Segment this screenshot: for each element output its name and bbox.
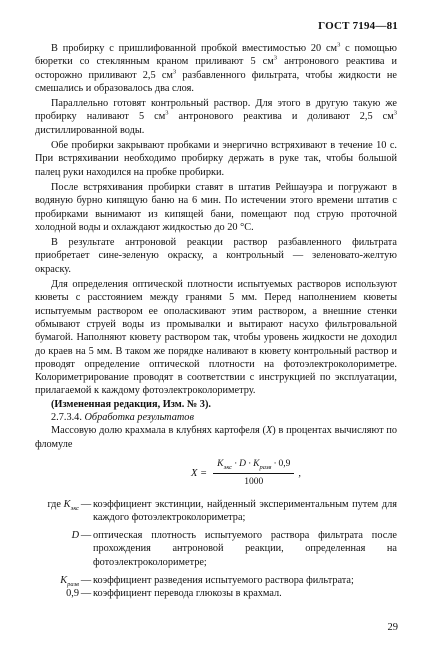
definition-k-razv: $K_{разв}$ — коэффициент разведения испытуемого раствора фильтрата;: [60, 574, 354, 589]
definitions-list: [35, 498, 397, 601]
definition-coef: 0,9 — коэффициент перевода глюкозы в крахмал.: [66, 588, 282, 600]
formula-fraction: [213, 458, 294, 490]
formula-lhs: X =: [191, 468, 208, 480]
paragraph-5: В результате антроновой реакции раствор разбавленного фильтрата приобретает сине-зеленую окраску, а контрольный — зеленовато-желтую окраску.: [35, 237, 397, 275]
paragraph-7: Массовую долю крахмала в клубнях картофеля (X) в процентах вычисляют по фломуле: [35, 425, 398, 450]
standard-header: ГОСТ 7194—81: [318, 20, 398, 32]
definition-k-exc: где $K_{экс}$ — коэффициент экстинции, найденный экспериментальным путем для каждого фотоэлектроколориметра;: [47, 498, 397, 523]
paragraph-2: Параллельно готовят контрольный раствор. Для этого в другую такую же пробирку наливают 5 $см^3$ антронового реактива и доливают 2,5 $см^3$ дистиллированной воды.: [35, 98, 397, 136]
definition-d: D — оптическая плотность испытуемого раствора фильтрата после прохождения антроновой реакции, определенная на фотоэлектроколориметре;: [71, 530, 397, 568]
paragraph-6: Для определения оптической плотности испытуемых растворов используют кюветы с расстоянием между гранями 5 мм. Перед наполнением кюветы испытуемым раствором ее ополаскивают этим раствором, а внешние стенки обмывают струей воды из промывалки и вытирают насухо фильтровальной бумагой. Наполняют кювету раствором так, чтобы уровень жидкости не доходил до краев на 5 мм. В таком же порядке наливают в кювету контрольный раствор и проводят определение оптической плотности на фотоэлектроколориметре. Колориметрирование проводят в соответствии с инструкцией по эксплуатации, прилагаемой к каждому фотоэлектроколориметру.: [35, 279, 397, 397]
page-number: 29: [387, 622, 398, 633]
formula-denominator: 1000: [244, 477, 264, 488]
document-body: [35, 42, 397, 601]
section-heading: 2.7.3.4. Обработка результатов: [51, 412, 194, 424]
paragraph-4: После встряхивания пробирки ставят в штатив Рейшауэра и погружают в водяную бурно кипящую баню на 6 мин. По истечении этого времени штатив с пробирками вынимают из кипящей бани, помещают под струю проточной холодной воды и охлаждают жидкостью до 20 °С.: [35, 181, 397, 233]
formula-comma: ,: [298, 468, 301, 480]
formula-numerator: $K_{экс} \cdot D \cdot K_{разв} \cdot 0,9$: [213, 458, 294, 474]
paragraph-3: Обе пробирки закрывают пробками и энергично встряхивают в течение 10 с. При встряхивании необходимо пробирку держать в руке так, чтобы большой палец руки находился на пробке пробирки.: [35, 140, 397, 178]
starch-formula: [95, 458, 397, 490]
paragraph-1: В пробирку с пришлифованной пробкой вместимостью 20 $см^3$ с помощью бюретки со стеклянным краном приливают 5 $см^3$ антронового реактива и осторожно приливают 2,5 $см^3$ разбавленного фильтрата, чтобы жидкости не смешались и образовалось два слоя.: [35, 41, 398, 94]
revision-note: (Измененная редакция, Изм. № 3).: [51, 398, 211, 410]
